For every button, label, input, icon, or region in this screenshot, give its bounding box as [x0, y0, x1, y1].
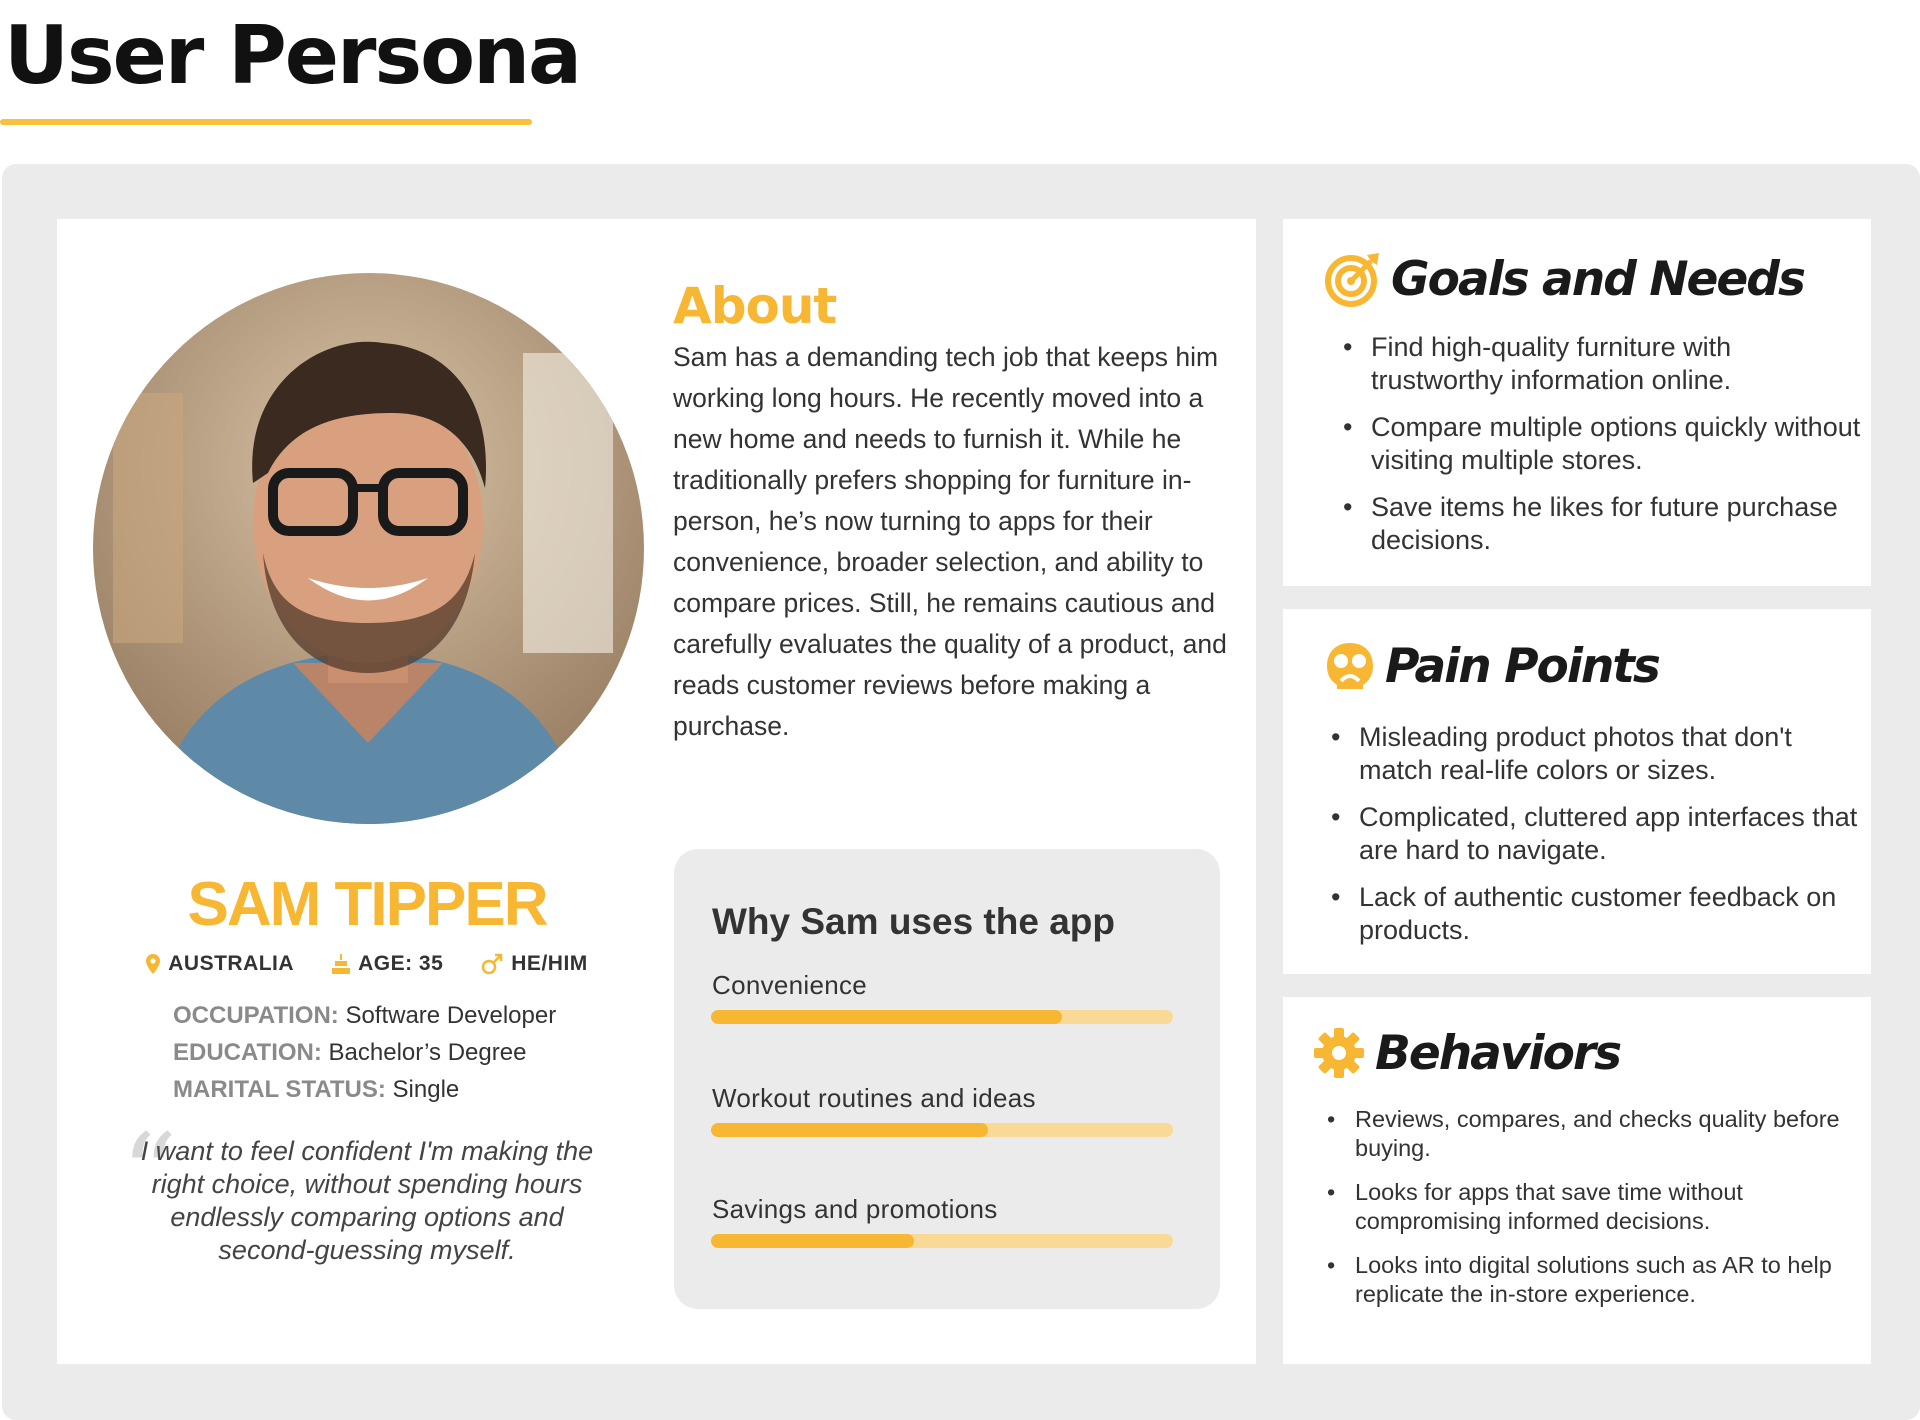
location-pin-icon	[146, 954, 160, 974]
profile-card	[57, 219, 1256, 1364]
list-item: • Save items he likes for future purchase decisions.	[1343, 491, 1863, 557]
gear-icon	[1313, 1027, 1365, 1079]
goals-card	[1283, 219, 1871, 586]
detail-education: EDUCATION: Bachelor’s Degree	[173, 1039, 527, 1066]
persona-details	[173, 997, 556, 1108]
detail-marital-status: MARITAL STATUS: Single	[173, 1076, 460, 1103]
list-item: • Misleading product photos that don't match real-life colors or sizes.	[1331, 721, 1866, 787]
goals-list	[1343, 331, 1863, 571]
list-item: • Complicated, cluttered app interfaces that are hard to navigate.	[1331, 801, 1866, 867]
list-item: • Looks into digital solutions such as AR to help replicate the in-store experience.	[1327, 1251, 1867, 1309]
pain-points-card	[1283, 609, 1871, 974]
bar-label-workout: Workout routines and ideas	[712, 1083, 1036, 1113]
cake-icon	[332, 954, 350, 974]
bar-fill-savings	[711, 1234, 914, 1248]
avatar	[93, 273, 644, 824]
list-item: • Find high-quality furniture with trustworthy information online.	[1343, 331, 1863, 397]
bar-track-convenience	[711, 1010, 1173, 1024]
gender-icon	[481, 953, 503, 975]
list-item: • Lack of authentic customer feedback on products.	[1331, 881, 1866, 947]
about-title: About	[673, 277, 837, 335]
persona-name: SAM TIPPER	[187, 870, 547, 939]
quote-icon: “	[121, 1110, 178, 1238]
list-item: • Looks for apps that save time without compromising informed decisions.	[1327, 1178, 1867, 1236]
page-title: User Persona	[4, 9, 580, 102]
behaviors-card	[1283, 997, 1871, 1364]
bar-label-savings: Savings and promotions	[712, 1194, 998, 1224]
persona-meta	[57, 952, 677, 976]
pain-title: Pain Points	[1385, 638, 1659, 694]
list-item: • Reviews, compares, and checks quality before buying.	[1327, 1105, 1867, 1163]
bar-label-convenience: Convenience	[712, 970, 868, 1000]
detail-occupation: OCCUPATION: Software Developer	[173, 1002, 557, 1029]
pronouns	[481, 952, 588, 976]
why-uses-app-panel	[674, 849, 1220, 1309]
goals-title: Goals and Needs	[1391, 251, 1804, 307]
why-title: Why Sam uses the app	[712, 901, 1115, 942]
bar-track-savings	[711, 1234, 1173, 1248]
bar-track-workout	[711, 1123, 1173, 1137]
pronouns-text: HE/HIM	[511, 952, 588, 975]
bar-fill-workout	[711, 1123, 988, 1137]
sad-face-icon	[1325, 641, 1375, 691]
behaviors-list	[1327, 1105, 1867, 1324]
title-underline	[0, 119, 532, 125]
target-icon	[1325, 251, 1381, 307]
age	[332, 952, 443, 976]
persona-quote: I want to feel confident I'm making the right choice, without spending hours endlessly comparing options and second-guessing myself.	[140, 1136, 594, 1265]
bar-fill-convenience	[711, 1010, 1062, 1024]
location-text: AUSTRALIA	[168, 952, 295, 975]
about-text: Sam has a demanding tech job that keeps him working long hours. He recently moved into a new home and needs to furnish it. While he traditionally prefers shopping for furniture in-person, he’s now turning to apps for their convenience, broader selection, and ability to compare prices. Still, he remains cautious and carefully evaluates the quality of a product, and reads customer reviews before making a purchase.	[673, 342, 1227, 741]
pain-list	[1331, 721, 1866, 961]
age-text: AGE: 35	[358, 952, 444, 975]
pain-header	[1325, 638, 1659, 694]
location	[146, 952, 294, 976]
goals-header	[1325, 251, 1804, 307]
list-item: • Compare multiple options quickly without visiting multiple stores.	[1343, 411, 1863, 477]
behaviors-title: Behaviors	[1375, 1025, 1621, 1081]
behaviors-header	[1313, 1027, 1620, 1079]
